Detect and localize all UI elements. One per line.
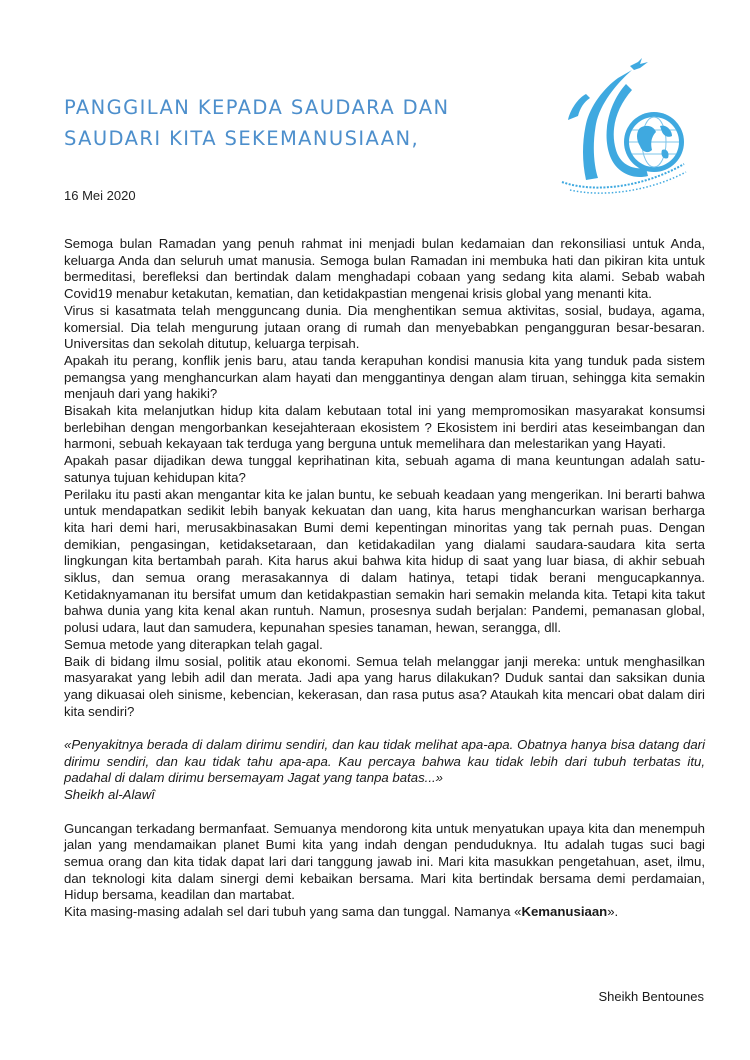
paragraph-2: Virus si kasatmata telah mengguncang dunia. Dia menghentikan semua aktivitas, sosial, budaya, agama, komersial. Dia telah mengurung jutaan orang di rumah dan menyebabkan pengangguran besar-besaran. Universitas dan sekolah ditutup, keluarga terpisah.: [64, 302, 705, 352]
page-title: [64, 92, 534, 154]
paragraph-3: Apakah itu perang, konflik jenis baru, atau tanda kerapuhan kondisi manusia kita yang tunduk pada sistem pemangsa yang menghancurkan alam hayati dan menggantinya dengan alam tiruan, sehingga kita semakin menjauh dari yang hakiki?: [64, 352, 705, 402]
closing-last-line: [64, 904, 705, 921]
paragraph-1: Semoga bulan Ramadan yang penuh rahmat ini menjadi bulan kedamaian dan rekonsiliasi untuk Anda, keluarga Anda dan seluruh umat manusia. Semoga bulan Ramadan ini membuka hati dan pikiran kita untuk bermeditasi, berefleksi dan bertindak dalam menghadapi cobaan yang sedang kita alami. Sebab wabah Covid19 menabur ketakutan, kematian, dan ketidakpastian mengenai krisis global yang menanti kita.: [64, 236, 705, 302]
document-date: 16 Mei 2020: [64, 188, 136, 203]
quote-text: «Penyakitnya berada di dalam dirimu sendiri, dan kau tidak melihat apa-apa. Obatnya hanya bisa datang dari dirimu sendiri, dan kau tidak tahu apa-apa. Kau percaya bahwa kau tidak lebih dari tubuh terbatas itu, padahal di dalam dirimu bersemayam Jagat yang tanpa batas...»: [64, 737, 705, 786]
paragraph-8: Baik di bidang ilmu sosial, politik atau ekonomi. Semua telah melanggar janji mereka: untuk menghasilkan masyarakat yang lebih adil dan merata. Jadi apa yang harus dilakukan? Duduk santai dan saksikan dunia yang dikuasai oleh sinisme, kebencian, kekerasan, dan rasa putus asa? Ataukah kita mencari obat dalam diri kita sendiri?: [64, 653, 705, 719]
paragraph-5: Apakah pasar dijadikan dewa tunggal keprihatinan kita, sebuah agama di mana keuntungan adalah satu-satunya tujuan kehidupan kita?: [64, 453, 705, 485]
kemanusiaan-emphasis: Kemanusiaan: [521, 904, 608, 920]
quote-author: Sheikh al-Alawî: [64, 787, 155, 803]
title-line-2: SAUDARI KITA SEKEMANUSIAAN,: [64, 127, 420, 150]
sixteen-globe-dove-logo-icon: [556, 54, 696, 198]
paragraph-7: Semua metode yang diterapkan telah gagal.: [64, 636, 323, 652]
paragraph-6: Perilaku itu pasti akan mengantar kita ke jalan buntu, ke sebuah keadaan yang mengerikan. Ini berarti bahwa untuk mendapatkan sedikit lebih banyak kekuatan dan uang, kita harus menghancurkan warisan berharga kita hari demi hari, merusakbinasakan Bumi demi kepentingan minoritas yang tak pernah puas. Dengan demikian, pengasingan, ketidaksetaraan, dan ketidakadilan yang dialami saudara-saudara kita serta lingkungan kita bertambah parah. Kita harus akui bahwa kita hidup di saat yang luar biasa, di akhir sebuah siklus, dan semua orang merasakannya di dalam hatinya, tetapi tidak berani mengucapkannya. Ketidaknyamanan itu bersifat umum dan ketidakpastian semakin hari semakin melanda kita. Tetapi kita takut bahwa dunia yang kita kenal akan runtuh. Namun, prosesnya sudah berjalan: Pandemi, pemanasan global, polusi udara, laut dan samudera, kepunahan spesies tanaman, hewan, serangga, dll.: [64, 486, 705, 636]
closing-last-line-suffix: ».: [607, 904, 619, 920]
signature: Sheikh Bentounes: [598, 989, 704, 1004]
title-line-1: PANGGILAN KEPADA SAUDARA DAN: [64, 96, 450, 119]
closing-last-line-prefix: Kita masing-masing adalah sel dari tubuh yang sama dan tunggal. Namanya «: [64, 904, 522, 920]
letter-body: [64, 236, 705, 921]
closing-paragraph: Guncangan terkadang bermanfaat. Semuanya mendorong kita untuk menyatukan upaya kita dan menempuh jalan yang mendamaikan planet Bumi kita yang indah dengan penduduknya. Itu adalah tugas suci bagi semua orang dan kita tidak dapat lari dari tanggung jawab ini. Mari kita masukkan pengetahuan, aset, ilmu, dan teknologi kita dalam sinergi demi kebaikan bersama. Mari kita bertindak bersama demi perdamaian, Hidup bersama, keadilan dan martabat.: [64, 820, 705, 903]
paragraph-4: Bisakah kita melanjutkan hidup kita dalam kebutaan total ini yang mempromosikan masyarakat konsumsi berlebihan dengan mengorbankan kesejahteraan ekosistem ? Ekosistem ini berdiri atas keseimbangan dan harmoni, sebuah kekayaan tak terduga yang berguna untuk memelihara dan melestarikan yang Hayati.: [64, 403, 705, 452]
